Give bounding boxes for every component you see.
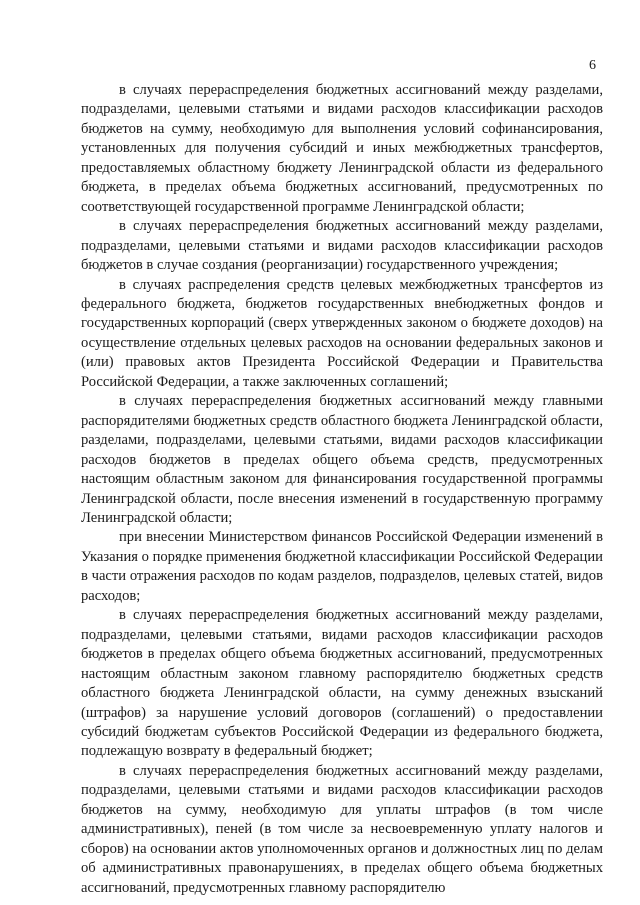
paragraph: в случаях перераспределения бюджетных ассигнований между главными распорядителями бюджетных средств областного бюджета Ленинградской области, разделами, подразделами, целевыми статьями, видами расходов классификации расходов бюджетов в пределах общего объема средств, предусмотренных настоящим областным законом для финансирования государственной программы Ленинградской области, после внесения изменений в государственную программу Ленинградской области; [81,393,603,526]
paragraph: в случаях перераспределения бюджетных ассигнований между разделами, подразделами, целевыми статьями и видами расходов классификации расходов бюджетов в случае создания (реорганизации) государственного учреждения; [81,218,603,274]
document-body [81,81,603,898]
paragraph: в случаях перераспределения бюджетных ассигнований между разделами, подразделами, целевыми статьями, видами расходов классификации расходов бюджетов в пределах общего объема бюджетных ассигнований, предусмотренных настоящим областным законом главному распорядителю бюджетных средств областного бюджета Ленинградской области, на сумму денежных взысканий (штрафов) за нарушение условий договоров (соглашений) о предоставлении субсидий бюджетам субъектов Российской Федерации из федерального бюджета, подлежащую возврату в федеральный бюджет; [81,607,603,760]
paragraph: в случаях перераспределения бюджетных ассигнований между разделами, подразделами, целевыми статьями и видами расходов классификации расходов бюджетов на сумму, необходимую для выполнения условий софинансирования, установленных для получения субсидий и иных межбюджетных трансфертов, предоставляемых областному бюджету Ленинградской области из федерального бюджета, в пределах объема бюджетных ассигнований, предусмотренных по соответствующей государственной программе Ленинградской области; [81,82,603,215]
paragraph: в случаях распределения средств целевых межбюджетных трансфертов из федерального бюджета, бюджетов государственных внебюджетных фондов и государственных корпораций (сверх утвержденных законом о бюджете доходов) на осуществление отдельных целевых расходов на основании федеральных законов и (или) правовых актов Президента Российской Федерации и Правительства Российской Федерации, а также заключенных соглашений; [81,276,603,390]
paragraph: при внесении Министерством финансов Российской Федерации изменений в Указания о порядке применения бюджетной классификации Российской Федерации в части отражения расходов по кодам разделов, подразделов, целевых статей, видов расходов; [81,529,603,604]
paragraph: в случаях перераспределения бюджетных ассигнований между разделами, подразделами, целевыми статьями и видами расходов классификации расходов бюджетов на сумму, необходимую для уплаты штрафов (в том числе административных), пеней (в том числе за несвоевременную уплату налогов и сборов) на основании актов уполномоченных органов и должностных лиц по делам об административных правонарушениях, в пределах общего объема бюджетных ассигнований, предусмотренных главному распорядителю [81,762,604,896]
page-number: 6 [589,58,596,73]
